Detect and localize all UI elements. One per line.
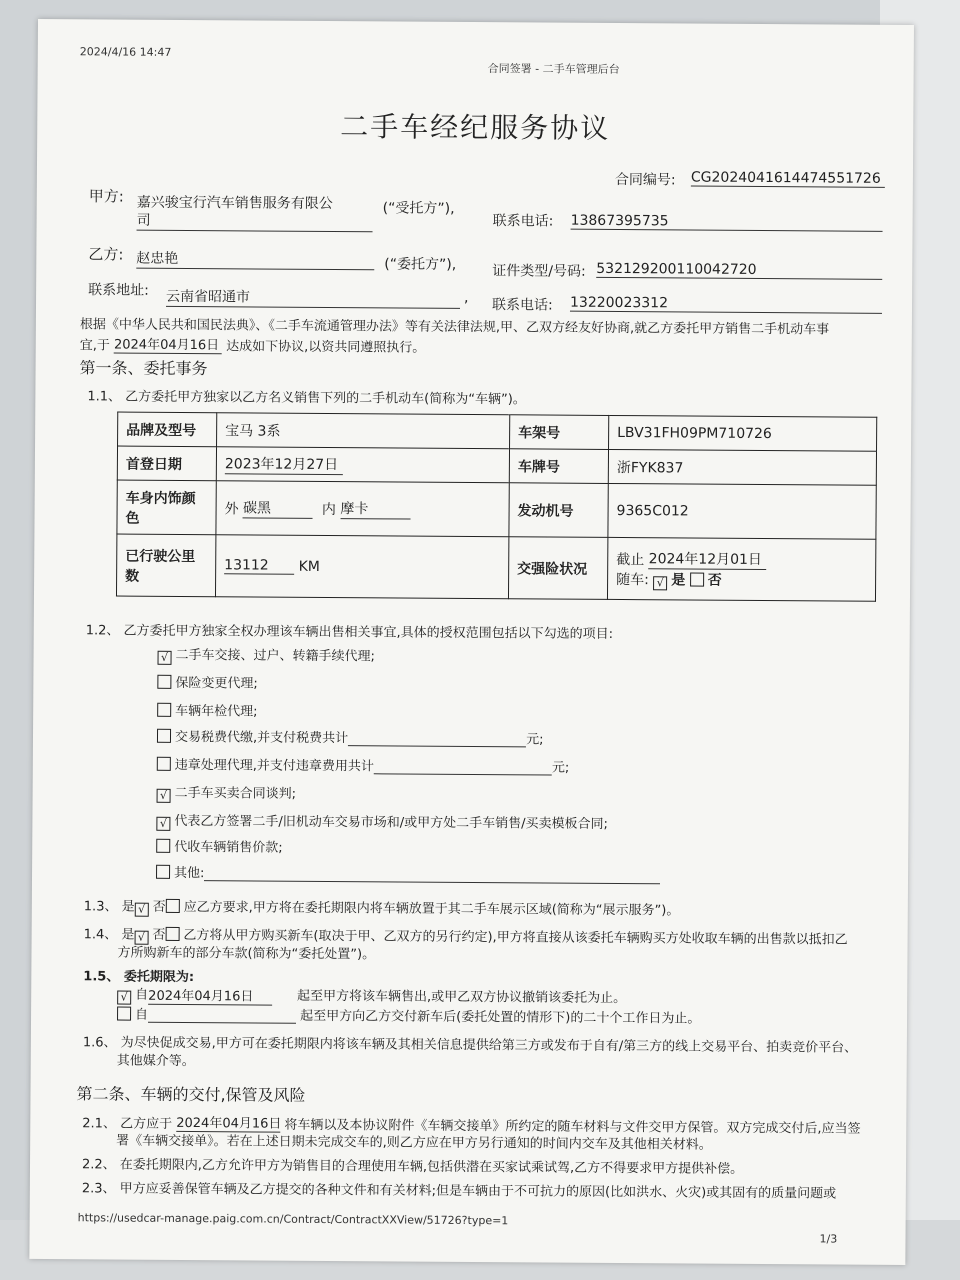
scope-checkbox-8[interactable] bbox=[156, 839, 170, 853]
clause-2-1: 2.1、 乙方应于 2024年04月16日 将车辆以及本协议附件《车辆交接单》所约定的随车材料与文件交甲方保管。双方完成交付后,应当签 bbox=[82, 1111, 860, 1136]
with-car-yes-checkbox[interactable]: √ bbox=[653, 576, 667, 590]
scope-checkbox-2[interactable] bbox=[157, 675, 171, 689]
address-label: 联系地址: bbox=[88, 282, 149, 299]
party-a-name-line2: 司 bbox=[137, 210, 373, 233]
page-number: 1/3 bbox=[819, 1232, 838, 1246]
party-b-phone: 13220023312 bbox=[570, 295, 882, 314]
scope-item-3: 车辆年检代理; bbox=[157, 700, 258, 720]
scope-item-9: 其他: bbox=[156, 862, 661, 885]
clause-1-6: 1.6、 为尽快促成交易,甲方可在委托期限内将该车辆及其相关信息提供给第三方或发布于自有/第三方的线上交易平台、拍卖竞价平台、 bbox=[82, 1035, 858, 1056]
clause-1-5-row2: 自 起至甲方向乙方交付新车后(委托处置的情形下)的二十个工作日为止。 bbox=[117, 1004, 700, 1027]
scope-checkbox-5[interactable] bbox=[157, 757, 171, 771]
address: 云南省昭通市 bbox=[166, 286, 460, 309]
footer-url: https://usedcar-manage.paig.com.cn/Contract/ContractXXView/51726?type=1 bbox=[77, 1211, 509, 1228]
clause-1-2: 1.2、 乙方委托甲方独家全权办理该车辆出售相关事宜,具体的授权范围包括以下勾选的项目: bbox=[85, 623, 614, 642]
clause-1-4-cont: 方所购新车的部分车款(简称为“委托处置”)。 bbox=[117, 945, 376, 963]
intro-line1: 根据《中华人民共和国民法典》、《二手车流通管理办法》等有关法律法规,甲、乙双方经友好协商,就乙方委托甲方销售二手机动车事 bbox=[79, 317, 830, 338]
with-car-no-checkbox[interactable] bbox=[690, 572, 704, 586]
vin-label: 车架号 bbox=[510, 415, 609, 450]
party-b-label: 乙方: bbox=[88, 245, 124, 264]
brand-value: 宝马 3系 bbox=[217, 413, 510, 449]
clause-1-5-title: 1.5、 委托期限为: bbox=[83, 969, 195, 986]
party-a-label: 甲方: bbox=[88, 187, 124, 206]
mileage-label: 已行驶公里数 bbox=[116, 534, 215, 597]
contract-page bbox=[29, 19, 914, 1265]
color-value: 外 碳黑 内 摩卡 bbox=[216, 481, 509, 537]
scope-checkbox-4[interactable] bbox=[157, 729, 171, 743]
vin-value: LBV31FH09PM710726 bbox=[609, 415, 877, 451]
mileage-value: 13112 KM bbox=[215, 535, 508, 599]
plate-value: 浙FYK837 bbox=[608, 449, 876, 485]
insurance-value: 截止 2024年12月01日 随车: √ 是 否 bbox=[607, 537, 875, 601]
term-option-1-checkbox[interactable]: √ bbox=[117, 991, 131, 1005]
scope-item-4: 交易税费代缴,并支付税费共计 元; bbox=[157, 726, 544, 748]
plate-label: 车牌号 bbox=[509, 449, 608, 484]
scope-item-5: 违章处理代理,并支付违章费用共计 元; bbox=[157, 754, 570, 776]
print-datetime: 2024/4/16 14:47 bbox=[79, 45, 172, 59]
article-1-heading: 第一条、委托事务 bbox=[79, 358, 208, 379]
party-a-role: (“受托方”), bbox=[382, 200, 455, 217]
vehicle-table bbox=[116, 412, 877, 602]
clause-1-1: 1.1、 乙方委托甲方独家以乙方名义销售下列的二手机动车(简称为“车辆”)。 bbox=[87, 389, 526, 408]
clause-2-1-cont: 署《车辆交接单》。若在上述日期未完成交车的,则乙方应在甲方另行通知的时间内交车及其他相关材料。 bbox=[116, 1133, 712, 1153]
id-label: 证件类型/号码: bbox=[492, 263, 586, 280]
clause-1-4: 1.4、 是 √ 否 乙方将从甲方购买新车(取决于甲、乙双方的另行约定),甲方将直接从该委托车辆购买方处收取车辆的出售款以抵扣乙 bbox=[83, 927, 848, 948]
party-b-role: (“委托方”), bbox=[384, 256, 457, 273]
scope-item-6: √ 二手车买卖合同谈判; bbox=[157, 782, 297, 804]
id-number: 532129200110042720 bbox=[596, 261, 882, 280]
scope-checkbox-1[interactable]: √ bbox=[158, 651, 172, 665]
clause-1-6-cont: 其他媒介等。 bbox=[116, 1053, 195, 1070]
first-reg-label: 首登日期 bbox=[117, 446, 216, 481]
scope-checkbox-7[interactable]: √ bbox=[156, 817, 170, 831]
contract-no: CG2024041614474551726 bbox=[691, 170, 885, 188]
clause-1-5-row1: √ 自2024年04月16日 起至甲方将该车辆售出,或甲乙双方协议撤销该委托为止。 bbox=[117, 984, 626, 1009]
party-a-phone: 13867395735 bbox=[571, 213, 883, 232]
clause-2-2: 2.2、 在委托期限内,乙方允许甲方为销售目的合理使用车辆,包括供潜在买家试乘试驾,乙方不得要求甲方提供补偿。 bbox=[81, 1157, 744, 1177]
party-a-phone-label: 联系电话: bbox=[492, 213, 554, 230]
color-label: 车身内饰颜色 bbox=[117, 480, 216, 535]
clause-1-3: 1.3、 是 √ 否 应乙方要求,甲方将在委托期限内将车辆放置于其二手车展示区域(简称为“展示服务”)。 bbox=[83, 899, 680, 919]
intro-line2: 宜,于 2024年04月16日 达成如下协议,以资共同遵照执行。 bbox=[80, 333, 426, 355]
c14-yes-checkbox[interactable]: √ bbox=[134, 931, 148, 945]
clause-2-3: 2.3、 甲方应妥善保管车辆及乙方提交的各种文件和有关材料;但是车辆由于不可抗力的原因(比如洪水、火灾)或其固有的质量问题或 bbox=[81, 1181, 837, 1202]
address-separator: , bbox=[464, 289, 469, 306]
article-2-heading: 第二条、车辆的交付,保管及风险 bbox=[76, 1084, 306, 1105]
term-option-2-checkbox[interactable] bbox=[117, 1007, 131, 1021]
contract-no-label: 合同编号: bbox=[614, 171, 676, 189]
first-reg-value: 2023年12月27日 bbox=[216, 447, 509, 483]
scope-item-1: √ 二手车交接、过户、转籍手续代理; bbox=[158, 644, 376, 667]
insurance-label: 交强险状况 bbox=[508, 537, 607, 600]
engine-value: 9365C012 bbox=[608, 483, 876, 539]
scope-item-8: 代收车辆销售价款; bbox=[156, 836, 283, 856]
intro-date: 2024年04月16日 bbox=[114, 333, 222, 354]
c13-yes-checkbox[interactable]: √ bbox=[135, 903, 149, 917]
engine-label: 发动机号 bbox=[509, 483, 608, 538]
scope-checkbox-9[interactable] bbox=[156, 865, 170, 879]
party-a-name-line1: 嘉兴骏宝行汽车销售服务有限公 bbox=[136, 194, 333, 213]
document-title: 二手车经纪服务协议 bbox=[340, 110, 611, 145]
scope-checkbox-6[interactable]: √ bbox=[157, 789, 171, 803]
scope-item-2: 保险变更代理; bbox=[157, 672, 258, 692]
c13-no-checkbox[interactable] bbox=[166, 899, 180, 913]
c14-no-checkbox[interactable] bbox=[165, 927, 179, 941]
brand-label: 品牌及型号 bbox=[118, 412, 217, 447]
scope-checkbox-3[interactable] bbox=[157, 703, 171, 717]
scope-item-7: √ 代表乙方签署二手/旧机动车交易市场和/或甲方处二手车销售/买卖模板合同; bbox=[156, 810, 608, 834]
party-b-phone-label: 联系电话: bbox=[491, 297, 553, 314]
party-b-name: 赵忠艳 bbox=[136, 248, 374, 271]
print-app-title: 合同签署 - 二手车管理后台 bbox=[487, 62, 620, 77]
